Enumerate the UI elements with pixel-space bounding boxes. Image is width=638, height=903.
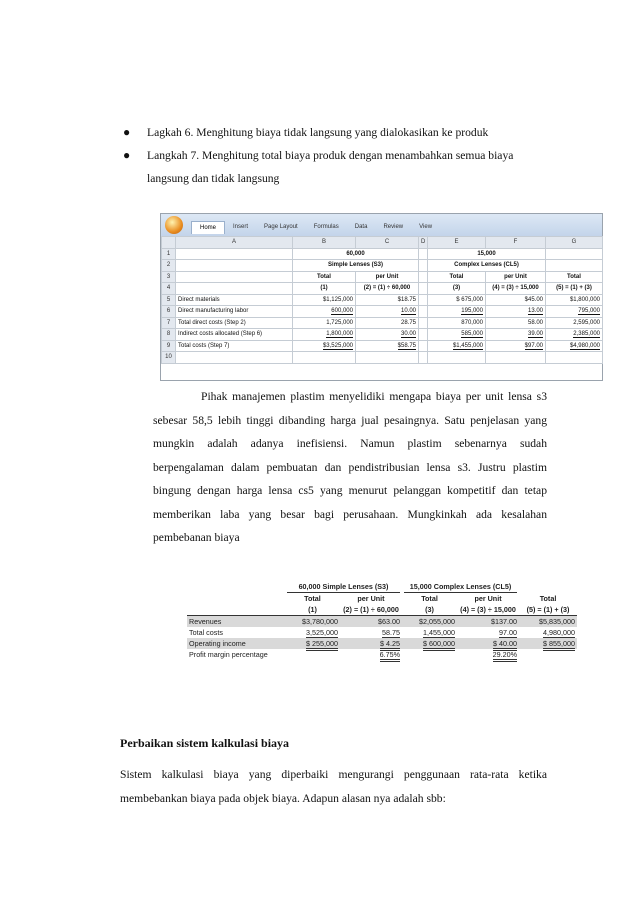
cell: 39.00 xyxy=(486,329,546,341)
cell: 870,000 xyxy=(428,317,486,329)
cell xyxy=(419,352,428,364)
column-header: (1) xyxy=(285,604,340,616)
row-label: Total costs xyxy=(189,628,223,637)
cell xyxy=(419,340,428,352)
cell: Total xyxy=(428,271,486,283)
cell xyxy=(176,283,293,295)
cell xyxy=(419,317,428,329)
column-header: F xyxy=(486,237,546,249)
row-header: 2 xyxy=(162,260,176,272)
cell: 28.75 xyxy=(356,317,419,329)
cell: $5,835,000 xyxy=(519,616,577,628)
cell xyxy=(546,352,603,364)
table-row xyxy=(187,649,577,660)
cell xyxy=(419,260,428,272)
column-header: (4) = (3) ÷ 15,000 xyxy=(457,604,519,616)
cell: $58.75 xyxy=(356,340,419,352)
cell: Direct manufacturing labor xyxy=(176,306,293,318)
row-header: 7 xyxy=(162,317,176,329)
row-label: Revenues xyxy=(187,616,285,628)
cell xyxy=(419,306,428,318)
body-paragraph xyxy=(153,385,547,550)
cell: (1) xyxy=(293,283,356,295)
row-header: 3 xyxy=(162,271,176,283)
cell: $ 255,000 xyxy=(285,638,340,649)
cell: $63.00 xyxy=(340,616,402,628)
bullet-text: Langkah 7. Menghitung total biaya produk dengan menambahkan semua biaya langsung dan tidak langsung xyxy=(147,149,514,185)
row-header: 1 xyxy=(162,248,176,260)
table-row xyxy=(187,616,577,628)
cell: 600,000 xyxy=(293,306,356,318)
profit-table xyxy=(187,581,577,660)
cell: 2,385,000 xyxy=(546,329,603,341)
column-header: (2) = (1) ÷ 60,000 xyxy=(340,604,402,616)
table-row xyxy=(187,627,577,638)
group-header: 60,000 Simple Lenses (S3) xyxy=(285,581,402,593)
cell: 2,595,000 xyxy=(546,317,603,329)
cell: 195,000 xyxy=(428,306,486,318)
row-label: Profit margin percentage xyxy=(189,650,268,659)
paragraph-text: Pihak manajemen plastim menyelidiki mengapa biaya per unit lensa s3 sebesar 58,5 lebih tinggi dibanding harga jual pesaingnya. Satu penjelasan yang mungkin adalah adanya inefisiensi. Namun plastim sebenarnya sudah berpengalaman dalam pembuatan dan pendistribusian lensa s3. Justru plastim bingung dengan harga lensa cs5 yang menurut pelanggan kompetitif dan tetap memberikan laba yang besar bagi perusahaan. Mungkinkah ada kesalahan pembebanan biaya xyxy=(153,390,547,544)
column-header: A xyxy=(176,237,293,249)
cell: Direct materials xyxy=(176,294,293,306)
column-header: Total xyxy=(539,594,557,603)
cell: 585,000 xyxy=(428,329,486,341)
ribbon xyxy=(161,214,602,236)
office-logo-icon xyxy=(165,216,183,234)
bullet-icon: ● xyxy=(123,125,131,139)
cell xyxy=(486,352,546,364)
row-header: 4 xyxy=(162,283,176,295)
cell: Simple Lenses (S3) xyxy=(293,260,419,272)
column-header: (5) = (1) + (3) xyxy=(519,604,577,616)
cell: $1,800,000 xyxy=(546,294,603,306)
cell: Total direct costs (Step 2) xyxy=(176,317,293,329)
cell xyxy=(428,352,486,364)
cell xyxy=(176,248,293,260)
cell: $45.00 xyxy=(486,294,546,306)
cell: $ 675,000 xyxy=(428,294,486,306)
bullet-item xyxy=(123,144,539,190)
cell xyxy=(419,294,428,306)
ribbon-tab: Formulas xyxy=(313,224,339,230)
cell: (2) = (1) ÷ 60,000 xyxy=(356,283,419,295)
cell: 13.00 xyxy=(486,306,546,318)
cell: $ 4.25 xyxy=(340,638,402,649)
cell: $97.00 xyxy=(486,340,546,352)
cell xyxy=(419,329,428,341)
column-header: per Unit xyxy=(474,594,502,603)
cell: $4,980,000 xyxy=(546,340,603,352)
cell: $18.75 xyxy=(356,294,419,306)
table-row xyxy=(187,638,577,649)
column-header: (3) xyxy=(402,604,457,616)
cell xyxy=(176,260,293,272)
cell: Total costs (Step 7) xyxy=(176,340,293,352)
cell: $ 40.00 xyxy=(457,638,519,649)
cell xyxy=(356,352,419,364)
ribbon-tab: Data xyxy=(354,224,368,230)
cell xyxy=(419,271,428,283)
cell xyxy=(546,260,603,272)
column-header: per Unit xyxy=(357,594,385,603)
body-paragraph: Sistem kalkulasi biaya yang diperbaiki mengurangi penggunaan rata-rata ketika membebankan biaya pada objek biaya. Adapun alasan nya adalah sbb: xyxy=(120,768,547,805)
cell: $1,125,000 xyxy=(293,294,356,306)
cell xyxy=(546,248,603,260)
cell xyxy=(176,271,293,283)
column-header: G xyxy=(546,237,603,249)
column-header: Total xyxy=(421,594,438,603)
cell: $3,525,000 xyxy=(293,340,356,352)
cell: Total xyxy=(546,271,603,283)
row-header: 10 xyxy=(162,352,176,364)
cell: (4) = (3) ÷ 15,000 xyxy=(486,283,546,295)
cell xyxy=(176,352,293,364)
row-header: 9 xyxy=(162,340,176,352)
ribbon-tab: Home xyxy=(191,221,225,234)
cell: Total xyxy=(293,271,356,283)
cell: (5) = (1) + (3) xyxy=(546,283,603,295)
cell: per Unit xyxy=(486,271,546,283)
ribbon-tab: Page Layout xyxy=(264,224,298,230)
cell: 29.20% xyxy=(457,649,519,660)
cell xyxy=(419,283,428,295)
cell: $2,055,000 xyxy=(402,616,457,628)
cell: 15,000 xyxy=(428,248,546,260)
bullet-text: Lagkah 6. Menghitung biaya tidak langsung yang dialokasikan ke produk xyxy=(147,126,489,139)
cell: $ 855,000 xyxy=(519,638,577,649)
row-header: 5 xyxy=(162,294,176,306)
column-header: Total xyxy=(304,594,321,603)
cell: (3) xyxy=(428,283,486,295)
column-header xyxy=(162,237,176,249)
cell: 4,980,000 xyxy=(543,628,576,637)
row-header: 6 xyxy=(162,306,176,318)
cell: $3,780,000 xyxy=(285,616,340,628)
column-header: D xyxy=(419,237,428,249)
ribbon-tab: View xyxy=(419,224,433,230)
cell xyxy=(293,352,356,364)
cell: Indirect costs allocated (Step 6) xyxy=(176,329,293,341)
cell: 3,525,000 xyxy=(306,628,338,637)
cell: $ 600,000 xyxy=(402,638,457,649)
row-header: 8 xyxy=(162,329,176,341)
column-header: B xyxy=(293,237,356,249)
bullet-item xyxy=(123,121,539,144)
row-label: Operating income xyxy=(187,638,285,649)
cell: 1,800,000 xyxy=(293,329,356,341)
bullet-icon: ● xyxy=(123,148,131,162)
column-header: C xyxy=(356,237,419,249)
cell: 10.00 xyxy=(356,306,419,318)
cell: $1,455,000 xyxy=(428,340,486,352)
cell: 97.00 xyxy=(499,628,518,637)
ribbon-tab: Review xyxy=(383,224,404,230)
cell: $137.00 xyxy=(457,616,519,628)
cell xyxy=(419,248,428,260)
cell: 60,000 xyxy=(293,248,419,260)
cell: per Unit xyxy=(356,271,419,283)
cell: 6.75% xyxy=(340,649,402,660)
spreadsheet-grid xyxy=(161,236,603,364)
cell: 1,455,000 xyxy=(423,628,456,637)
section-heading: Perbaikan sistem kalkulasi biaya xyxy=(120,736,290,750)
cell: 1,725,000 xyxy=(293,317,356,329)
ribbon-tab: Insert xyxy=(233,224,249,230)
cell: 58.00 xyxy=(486,317,546,329)
spreadsheet-image xyxy=(160,213,603,381)
group-header: 15,000 Complex Lenses (CL5) xyxy=(402,581,519,593)
cell: 795,000 xyxy=(546,306,603,318)
cell: 30.00 xyxy=(356,329,419,341)
cell: 58.75 xyxy=(382,628,401,637)
cell: Complex Lenses (CL5) xyxy=(428,260,546,272)
column-header: E xyxy=(428,237,486,249)
